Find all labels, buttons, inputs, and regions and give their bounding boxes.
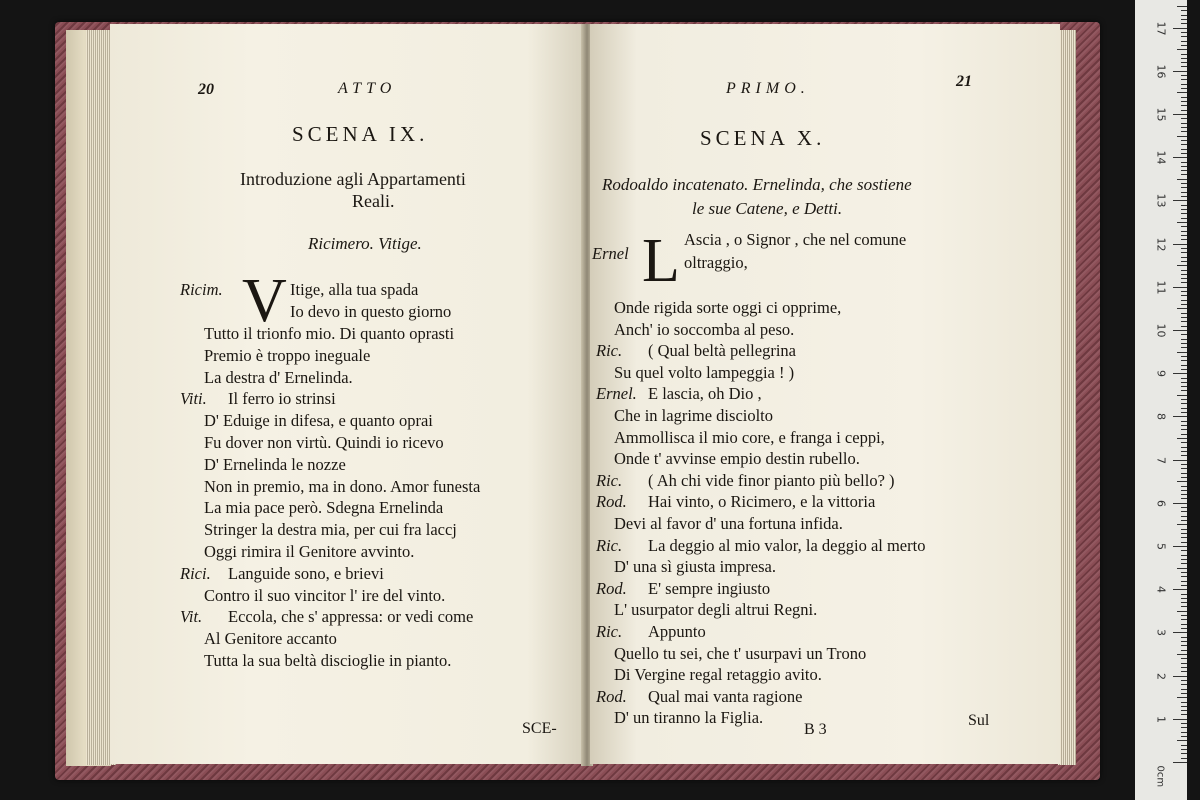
ruler-tick (1181, 615, 1187, 616)
ruler-tick (1181, 131, 1187, 132)
ruler-tick (1181, 278, 1187, 279)
page-number: 20 (198, 81, 214, 98)
ruler-tick (1181, 606, 1187, 607)
verse-line: D' una sì giusta impresa. (614, 557, 776, 577)
verse-line: Tutto il trionfo mio. Di quanto oprasti (204, 324, 455, 343)
ruler-tick (1173, 762, 1187, 763)
ruler-tick (1181, 693, 1187, 694)
ruler-tick (1173, 114, 1187, 115)
ruler-tick (1181, 23, 1187, 24)
ruler-tick (1181, 235, 1187, 236)
ruler-tick (1173, 632, 1187, 633)
speaker-label: Rod. (596, 492, 627, 512)
speaker-label: Ricim. (180, 280, 223, 299)
ruler-tick (1181, 97, 1187, 98)
ruler-tick (1177, 352, 1187, 353)
scene-introduction-cont: Reali. (352, 191, 395, 211)
ruler-tick (1177, 568, 1187, 569)
ruler-tick (1181, 486, 1187, 487)
ruler-tick (1173, 676, 1187, 677)
ruler-tick (1181, 412, 1187, 413)
ruler-tick (1181, 174, 1187, 175)
ruler-tick (1181, 88, 1187, 89)
ruler-tick (1181, 270, 1187, 271)
verse-line: ( Ah chi vide finor pianto più bello? ) (648, 470, 895, 490)
ruler-tick (1173, 200, 1187, 201)
ruler-tick (1181, 537, 1187, 538)
ruler-tick (1181, 399, 1187, 400)
ruler-tick (1177, 395, 1187, 396)
ruler-tick (1181, 533, 1187, 534)
ruler-tick (1181, 66, 1187, 67)
ruler-tick (1173, 589, 1187, 590)
ruler-number: 5 (1154, 543, 1168, 550)
ruler-tick (1181, 624, 1187, 625)
verse-line: Qual mai vanta ragione (648, 686, 803, 706)
ruler-tick (1181, 101, 1187, 102)
running-head: ATTO (338, 80, 397, 97)
verse-line: Languide sono, e brievi (228, 563, 384, 583)
ruler-number: 10 (1154, 323, 1168, 338)
ruler-tick (1173, 244, 1187, 245)
verse-line: E' sempre ingiusto (648, 578, 771, 598)
ruler-tick (1181, 386, 1187, 387)
ruler-number: 2 (1154, 672, 1168, 680)
ruler-tick (1173, 416, 1187, 417)
verse-line: oltraggio, (684, 253, 748, 272)
ruler-tick (1181, 749, 1187, 750)
ruler-tick (1177, 179, 1187, 180)
ruler-tick (1173, 287, 1187, 288)
ruler-tick (1181, 706, 1187, 707)
ruler-tick (1173, 373, 1187, 374)
ruler-tick (1181, 464, 1187, 465)
ruler-tick (1181, 239, 1187, 240)
ruler-tick (1181, 300, 1187, 301)
ruler-tick (1181, 710, 1187, 711)
verse-line: Di Vergine regal retaggio avito. (614, 665, 822, 685)
verse-line: La destra d' Ernelinda. (204, 367, 353, 387)
ruler-tick (1181, 468, 1187, 469)
ruler-tick (1173, 157, 1187, 158)
verse-line: Al Genitore accanto (204, 629, 337, 649)
verse-line: D' un tiranno la Figlia. (614, 708, 764, 728)
ruler-tick (1181, 434, 1187, 435)
verse-line: Appunto (648, 622, 706, 641)
ruler-tick (1181, 559, 1187, 560)
ruler-tick (1181, 321, 1187, 322)
measurement-ruler (1135, 0, 1187, 800)
ruler-number: 7 (1154, 456, 1168, 464)
ruler-number: 13 (1154, 193, 1168, 208)
ruler-tick (1181, 257, 1187, 258)
ruler-tick (1181, 19, 1187, 20)
ruler-tick (1181, 689, 1187, 690)
verse-line: Itige, alla tua spada (290, 280, 419, 299)
verse-line: Il ferro io strinsi (228, 389, 336, 409)
ruler-tick (1181, 667, 1187, 668)
ruler-tick (1181, 295, 1187, 296)
ruler-tick (1181, 382, 1187, 383)
ruler-number: 17 (1154, 21, 1168, 36)
ruler-tick (1181, 490, 1187, 491)
speaker-label: Ric. (596, 535, 623, 555)
ruler-tick (1181, 529, 1187, 530)
ruler-tick (1181, 187, 1187, 188)
ruler-tick (1181, 110, 1187, 111)
ruler-number: 3 (1154, 629, 1168, 637)
ruler-tick (1181, 45, 1187, 46)
ruler-tick (1181, 339, 1187, 340)
ruler-tick (1181, 75, 1187, 76)
ruler-tick (1181, 658, 1187, 659)
ruler-number: 1 (1154, 715, 1168, 723)
ruler-tick (1177, 481, 1187, 482)
verse-line: Hai vinto, o Ricimero, e la vittoria (648, 492, 876, 512)
ruler-tick (1181, 714, 1187, 715)
verse-line: L' usurpator degli altrui Regni. (614, 600, 818, 620)
scene-title: SCENA X. (700, 126, 826, 150)
ruler-tick (1181, 252, 1187, 253)
verse-line: Quello tu sei, che t' usurpavi un Trono (614, 643, 867, 663)
ruler-tick (1181, 360, 1187, 361)
drop-cap: L (642, 227, 680, 295)
ruler-tick (1181, 581, 1187, 582)
ruler-tick (1181, 477, 1187, 478)
right-page (590, 24, 1060, 764)
ruler-tick (1181, 317, 1187, 318)
ruler-tick (1181, 628, 1187, 629)
ruler-tick (1181, 118, 1187, 119)
ruler-tick (1173, 719, 1187, 720)
ruler-tick (1177, 136, 1187, 137)
speaker-label: Ric. (596, 622, 623, 641)
verse-line: Contro il suo vincitor l' ire del vinto. (204, 585, 446, 605)
scene-introduction: Introduzione agli Appartamenti (240, 169, 466, 189)
speaker-label: Rod. (596, 686, 627, 706)
ruler-tick (1181, 313, 1187, 314)
ruler-tick (1177, 740, 1187, 741)
ruler-tick (1181, 745, 1187, 746)
ruler-tick (1181, 594, 1187, 595)
ruler-tick (1181, 205, 1187, 206)
ruler-number: 15 (1154, 107, 1168, 122)
drop-cap: V (242, 267, 287, 335)
verse-line: Ascia , o Signor , che nel comune (684, 230, 907, 249)
ruler-tick (1181, 576, 1187, 577)
ruler-tick (1173, 330, 1187, 331)
ruler-number: 9 (1154, 370, 1168, 378)
ruler-tick (1181, 36, 1187, 37)
verse-line: La deggio al mio valor, la deggio al merto (648, 535, 926, 555)
verse-line: Fu dover non virtù. Quindi io ricevo (204, 433, 444, 452)
ruler-number: 12 (1154, 237, 1168, 252)
speaker-label: Ric. (596, 341, 623, 361)
ruler-tick (1177, 92, 1187, 93)
ruler-tick (1181, 127, 1187, 128)
characters-list: Ricimero. Vitige. (308, 234, 422, 253)
ruler-tick (1181, 54, 1187, 55)
ruler-tick (1181, 637, 1187, 638)
ruler-tick (1181, 166, 1187, 167)
ruler-tick (1181, 429, 1187, 430)
ruler-tick (1181, 390, 1187, 391)
ruler-tick (1181, 645, 1187, 646)
ruler-tick (1181, 149, 1187, 150)
ruler-tick (1181, 378, 1187, 379)
ruler-tick (1181, 144, 1187, 145)
ruler-tick (1177, 49, 1187, 50)
ruler-tick (1181, 10, 1187, 11)
verse-line: ( Qual beltà pellegrina (648, 341, 796, 361)
ruler-tick (1181, 684, 1187, 685)
speaker-label: Viti. (180, 389, 207, 409)
ruler-tick (1181, 671, 1187, 672)
ruler-tick (1177, 265, 1187, 266)
catchword: SCE- (522, 720, 557, 737)
ruler-tick (1173, 546, 1187, 547)
ruler-tick (1177, 222, 1187, 223)
verse-line: Che in lagrime disciolto (614, 406, 774, 425)
ruler-tick (1181, 79, 1187, 80)
ruler-tick (1181, 641, 1187, 642)
ruler-tick (1181, 365, 1187, 366)
verse-line: Ammollisca il mio core, e franga i ceppi, (614, 427, 885, 447)
verse-line: Onde t' avvinse empio destin rubello. (614, 449, 860, 469)
ruler-tick (1177, 308, 1187, 309)
speaker-label: Vit. (180, 607, 203, 627)
ruler-tick (1181, 619, 1187, 620)
ruler-tick (1173, 503, 1187, 504)
ruler-tick (1181, 369, 1187, 370)
ruler-tick (1181, 105, 1187, 106)
verse-line: Anch' io soccomba al peso. (614, 319, 795, 339)
ruler-tick (1181, 451, 1187, 452)
ruler-number: 6 (1154, 499, 1168, 507)
speaker-label: Rici. (180, 563, 211, 583)
ruler-tick (1181, 282, 1187, 283)
ruler-tick (1181, 343, 1187, 344)
ruler-tick (1181, 498, 1187, 499)
verse-line: D' Eduige in difesa, e quanto oprai (204, 411, 433, 431)
ruler-tick (1181, 291, 1187, 292)
ruler-tick (1181, 15, 1187, 16)
ruler-tick (1181, 516, 1187, 517)
ruler-tick (1181, 209, 1187, 210)
ruler-tick (1181, 680, 1187, 681)
ruler-tick (1181, 347, 1187, 348)
ruler-tick (1181, 248, 1187, 249)
ruler-tick (1181, 170, 1187, 171)
ruler-number: 16 (1154, 64, 1168, 79)
ruler-tick (1181, 123, 1187, 124)
ruler-tick (1177, 611, 1187, 612)
ruler-tick (1181, 408, 1187, 409)
ruler-tick (1181, 153, 1187, 154)
ruler-tick (1181, 41, 1187, 42)
ruler-tick (1181, 231, 1187, 232)
verse-line: Onde rigida sorte oggi ci opprime, (614, 298, 842, 317)
running-head: PRIMO. (726, 80, 810, 97)
ruler-tick (1177, 697, 1187, 698)
speaker-label: Ernel. (596, 384, 637, 404)
speaker-label: Rod. (596, 578, 627, 598)
ruler-tick (1181, 84, 1187, 85)
verse-line: Premio è troppo ineguale (204, 345, 371, 365)
verse-line: Io devo in questo giorno (290, 302, 452, 321)
ruler-number: 11 (1154, 280, 1168, 295)
ruler-number: 8 (1154, 413, 1168, 421)
ruler-tick (1181, 585, 1187, 586)
ruler-tick (1181, 304, 1187, 305)
page-number: 21 (956, 73, 972, 90)
catchword: Sul (968, 712, 990, 729)
verse-line: La mia pace però. Sdegna Ernelinda (204, 498, 444, 518)
ruler-tick (1181, 162, 1187, 163)
ruler-number: 4 (1154, 586, 1168, 594)
ruler-tick (1181, 473, 1187, 474)
ruler-tick (1181, 196, 1187, 197)
left-page (110, 24, 584, 764)
speaker-label: Ernel (592, 244, 629, 263)
ruler-tick (1181, 520, 1187, 521)
signature-mark: B 3 (804, 721, 827, 738)
verse-line: D' Ernelinda le nozze (204, 454, 346, 474)
ruler-tick (1181, 663, 1187, 664)
ruler-tick (1181, 555, 1187, 556)
verse-line: Eccola, che s' appressa: or vedi come (228, 607, 474, 627)
verse-line: Oggi rimira il Genitore avvinto. (204, 542, 415, 561)
verse-line: Stringer la destra mia, per cui fra laccj (204, 520, 457, 540)
scene-introduction-cont: le sue Catene, e Detti. (692, 199, 843, 218)
ruler-tick (1181, 425, 1187, 426)
ruler-tick (1181, 702, 1187, 703)
verse-line: Non in premio, ma in dono. Amor funesta (204, 476, 481, 496)
ruler-tick (1181, 727, 1187, 728)
ruler-tick (1181, 218, 1187, 219)
ruler-tick (1173, 460, 1187, 461)
verse-line: E lascia, oh Dio , (648, 384, 762, 404)
ruler-unit: 0cm (1154, 765, 1166, 788)
scene-title: SCENA IX. (292, 122, 429, 146)
ruler-tick (1181, 192, 1187, 193)
scene-introduction: Rodoaldo incatenato. Ernelinda, che sostiene (602, 175, 912, 194)
ruler-tick (1181, 650, 1187, 651)
ruler-tick (1181, 598, 1187, 599)
page-edges-right (1058, 30, 1076, 765)
ruler-tick (1181, 758, 1187, 759)
ruler-tick (1181, 507, 1187, 508)
ruler-number: 14 (1154, 150, 1168, 165)
ruler-tick (1181, 447, 1187, 448)
speaker-label: Ric. (596, 470, 623, 490)
ruler-tick (1181, 32, 1187, 33)
ruler-tick (1181, 261, 1187, 262)
ruler-tick (1181, 494, 1187, 495)
ruler-tick (1173, 28, 1187, 29)
ruler-tick (1181, 511, 1187, 512)
verse-line: Tutta la sua beltà discioglie in pianto. (204, 651, 452, 670)
ruler-tick (1181, 563, 1187, 564)
ruler-tick (1181, 455, 1187, 456)
ruler-tick (1177, 6, 1187, 7)
ruler-tick (1181, 62, 1187, 63)
ruler-tick (1181, 326, 1187, 327)
ruler-tick (1181, 723, 1187, 724)
ruler-tick (1181, 753, 1187, 754)
ruler-tick (1177, 438, 1187, 439)
ruler-tick (1181, 334, 1187, 335)
ruler-tick (1181, 572, 1187, 573)
ruler-tick (1181, 140, 1187, 141)
ruler-tick (1181, 58, 1187, 59)
ruler-tick (1181, 274, 1187, 275)
ruler-tick (1181, 183, 1187, 184)
ruler-tick (1177, 654, 1187, 655)
ruler-tick (1181, 736, 1187, 737)
ruler-tick (1181, 226, 1187, 227)
ruler-tick (1181, 550, 1187, 551)
ruler-tick (1173, 71, 1187, 72)
ruler-tick (1181, 403, 1187, 404)
ruler-tick (1181, 732, 1187, 733)
ruler-tick (1181, 442, 1187, 443)
ruler-tick (1181, 356, 1187, 357)
verse-line: Devi al favor d' una fortuna infida. (614, 514, 843, 533)
ruler-tick (1181, 602, 1187, 603)
ruler-tick (1181, 542, 1187, 543)
ruler-tick (1181, 421, 1187, 422)
ruler-tick (1181, 213, 1187, 214)
ruler-tick (1177, 524, 1187, 525)
verse-line: Su quel volto lampeggia ! ) (614, 362, 795, 382)
